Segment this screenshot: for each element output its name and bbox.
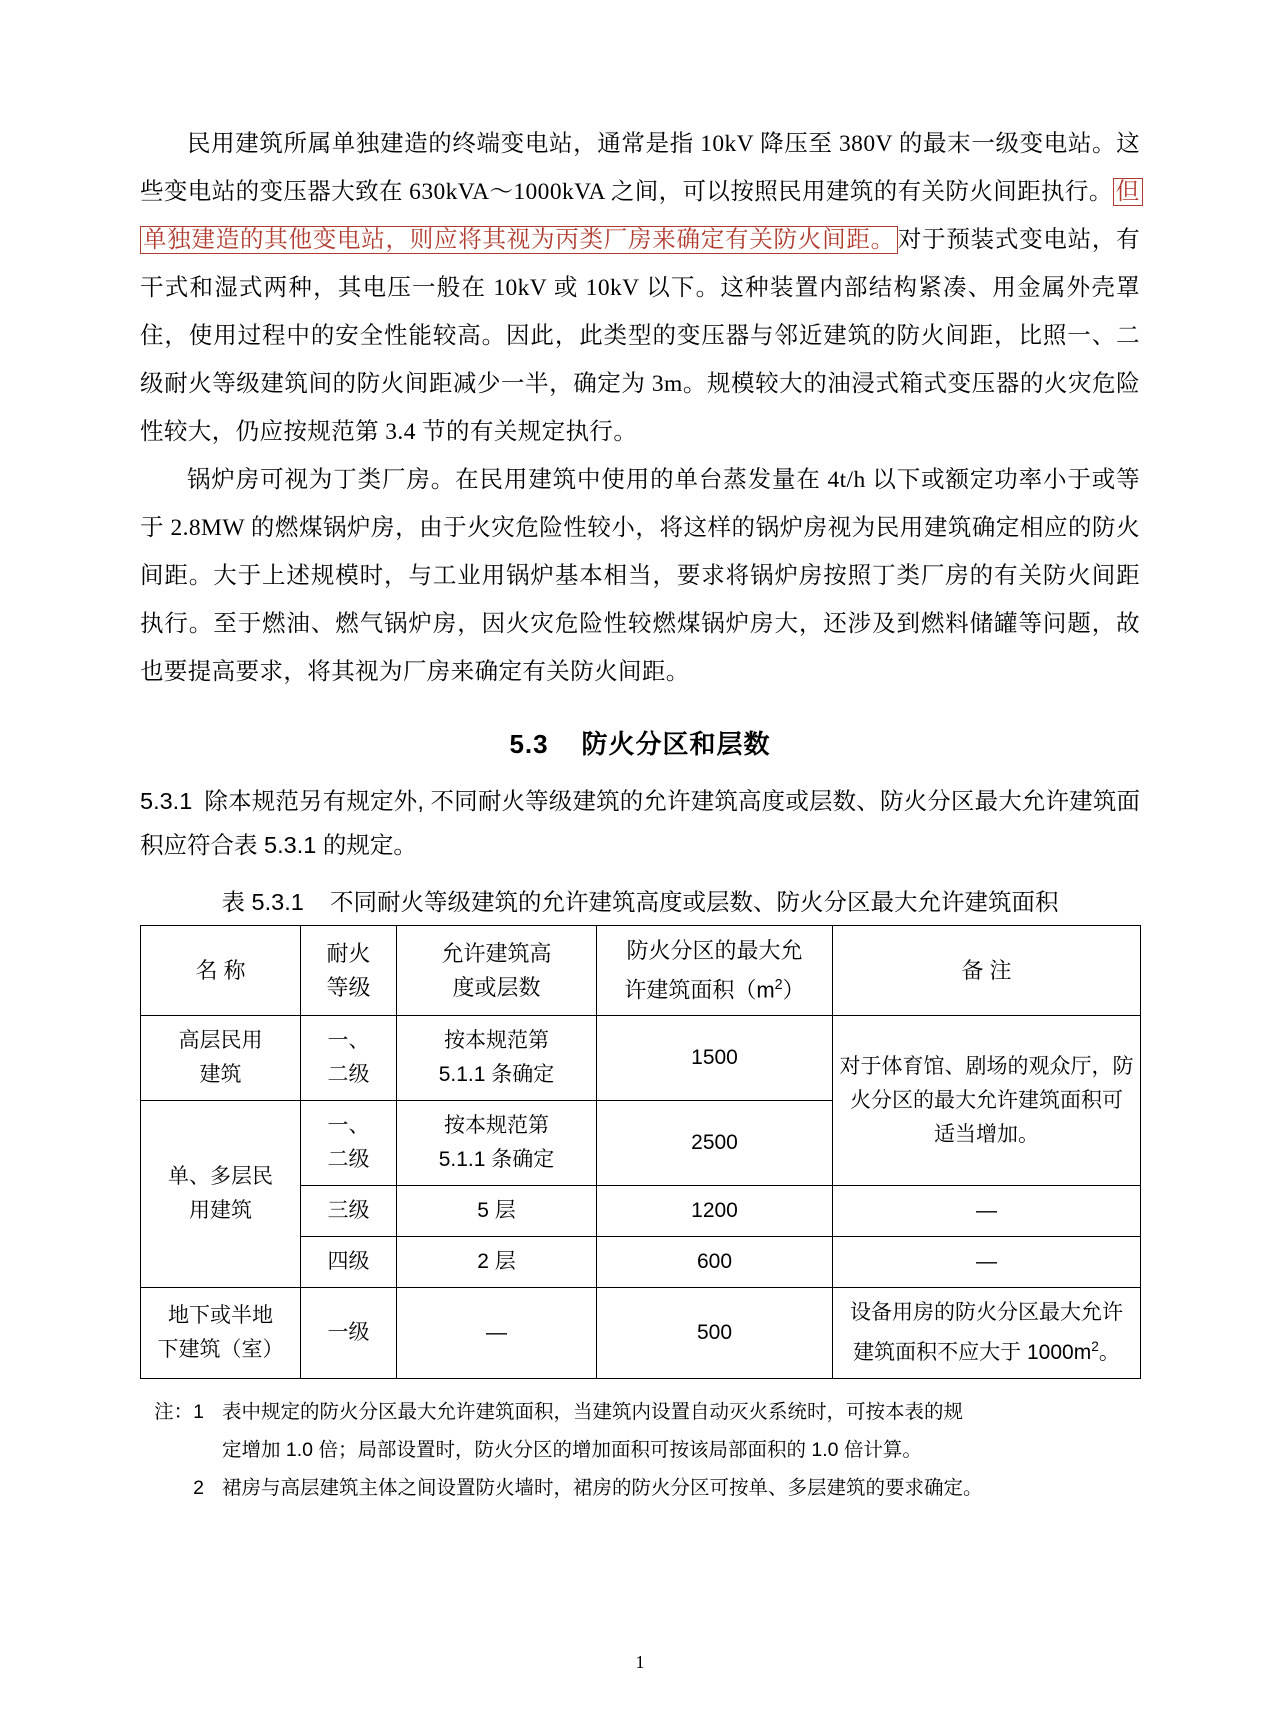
table-header-row [141,926,1141,1016]
cell-remark: — [833,1237,1141,1288]
cell-remark-line2-text: 建筑面积不应大于 1000m [853,1341,1092,1365]
header-area-line2 [603,968,826,1007]
page-content [140,120,1140,1507]
table-caption-label: 表 5.3.1 [221,889,304,915]
paragraph-text-part-2: 对于预装式变电站，有干式和湿式两种，其电压一般在 10kV 或 10kV 以下。这种装置内部结构紧凑、用金属外壳罩住，使用过程中的安全性能较高。因此，此类型的变压器与邻近建筑的防火间距，比照一、二级耐火等级建筑间的防火间距减少一半，确定为 3m。规模较大的油浸式箱式变压器的火灾危险性较大，仍应按规范第 3.4 节的有关规定执行。 [140,227,1140,445]
paragraph-transformer-substation [140,120,1140,456]
cell-height: — [397,1288,597,1379]
table-row [141,1288,1141,1379]
cell-height [397,1101,597,1186]
header-name: 名 称 [141,926,301,1016]
cell-grade-line1: 一、 [327,1029,370,1053]
cell-grade [301,1101,397,1186]
header-fire-grade-line2: 等级 [326,974,371,1000]
cell-grade: 四级 [301,1237,397,1288]
clause-text: 除本规范另有规定外, 不同耐火等级建筑的允许建筑高度或层数、防火分区最大允许建筑面积应符合表 5.3.1 的规定。 [140,788,1140,858]
cell-grade: 一级 [301,1288,397,1379]
footnote-text [222,1469,1140,1507]
cell-height: 2 层 [397,1237,597,1288]
cell-remark-line2: 火分区的最大允许建筑面积可 [850,1088,1123,1112]
cell-remark-line1: 设备用房的防火分区最大允许 [850,1301,1123,1325]
cell-remark-line3: 适当增加。 [934,1122,1039,1146]
footnote-line1: 表中规定的防火分区最大允许建筑面积，当建筑内设置自动灭火系统时，可按本表的规 [222,1401,964,1424]
cell-remark-line2 [839,1330,1134,1370]
cell-area: 600 [597,1237,833,1288]
cell-remark-superscript: 2 [1091,1339,1099,1355]
cell-name-line2: 建筑 [199,1063,242,1087]
header-remark: 备 注 [833,926,1141,1016]
cell-remark-spectator-hall [833,1016,1141,1186]
table-footnotes [140,1393,1140,1507]
cell-area: 2500 [597,1101,833,1186]
paragraph-text: 锅炉房可视为丁类厂房。在民用建筑中使用的单台蒸发量在 4t/h 以下或额定功率小于或等于 2.8MW 的燃煤锅炉房，由于火灾危险性较小，将这样的锅炉房视为民用建筑确定相应的防火间距。大于上述规模时，与工业用锅炉基本相当，要求将锅炉房按照丁类厂房的有关防火间距执行。至于燃油、燃气锅炉房，因火灾危险性较燃煤锅炉房大，还涉及到燃料储罐等问题，故也要提高要求，将其视为厂房来确定有关防火间距。 [140,467,1140,685]
cell-grade: 三级 [301,1186,397,1237]
cell-grade-line1: 一、 [327,1114,370,1138]
cell-grade-line2: 二级 [327,1148,370,1172]
clause-5-3-1 [140,779,1140,867]
header-max-area [597,926,833,1016]
cell-height-line1: 按本规范第 [444,1029,549,1053]
header-fire-grade-line1: 耐火 [326,940,371,966]
page-number: 1 [635,1652,645,1672]
header-height-or-storeys [397,926,597,1016]
table-caption [140,883,1140,917]
header-area-superscript: 2 [774,977,783,993]
header-area-line2-text: 许建筑面积（m [624,977,775,1003]
cell-remark-line1: 对于体育馆、剧场的观众厅，防 [839,1054,1134,1078]
cell-height: 5 层 [397,1186,597,1237]
clause-number: 5.3.1 [140,788,193,814]
header-height-line2: 度或层数 [452,974,541,1000]
cell-name-line1: 高层民用 [178,1029,263,1053]
footnote-label [140,1393,222,1431]
fire-compartment-table [140,925,1141,1379]
cell-area: 500 [597,1288,833,1379]
cell-height [397,1016,597,1101]
cell-remark-equipment-room [833,1288,1141,1379]
cell-height-line2: 5.1.1 条确定 [438,1148,555,1172]
footnote-number: 1 [193,1401,204,1424]
cell-grade [301,1016,397,1101]
header-area-line2-end: ） [782,977,805,1003]
paragraph-text-part-1: 民用建筑所属单独建造的终端变电站，通常是指 10kV 降压至 380V 的最末一级变电站。这些变电站的变压器大致在 630kVA～1000kVA 之间，可以按照民用建筑的有关防火间距执行。 [140,131,1140,205]
cell-name-line2: 下建筑（室） [157,1338,284,1362]
footnote-label-text: 注： [154,1401,194,1424]
paragraph-boiler-room [140,456,1140,696]
section-heading [140,724,1140,761]
cell-name-line2: 用建筑 [189,1199,252,1223]
footnote-item [140,1393,1140,1469]
cell-remark-line2-end: 。 [1098,1341,1120,1365]
cell-height-line2: 5.1.1 条确定 [438,1063,555,1087]
section-title-text: 防火分区和层数 [581,729,771,759]
cell-name-lowrise [141,1101,301,1288]
footnote-number: 2 [193,1477,204,1500]
cell-area: 1500 [597,1016,833,1101]
section-number: 5.3 [509,729,549,759]
cell-name-highrise [141,1016,301,1101]
header-height-line1: 允许建筑高 [441,940,552,966]
footnote-text [222,1393,1140,1469]
highlighted-text: 但单独建造的其他变电站，则应将其视为丙类厂房来确定有关防火间距。 [140,178,1143,254]
cell-name-line1: 单、多层民 [168,1165,273,1189]
cell-height-line1: 按本规范第 [444,1114,549,1138]
footnote-item [140,1469,1140,1507]
cell-area: 1200 [597,1186,833,1237]
footnote-line1: 裙房与高层建筑主体之间设置防火墙时，裙房的防火分区可按单、多层建筑的要求确定。 [222,1477,983,1500]
cell-name-line1: 地下或半地 [168,1304,273,1328]
cell-name-basement [141,1288,301,1379]
table-row [141,1016,1141,1101]
footnote-line2: 定增加 1.0 倍；局部设置时，防火分区的增加面积可按该局部面积的 1.0 倍计算。 [222,1439,922,1462]
cell-grade-line2: 二级 [327,1063,370,1087]
header-area-line1: 防火分区的最大允 [626,938,803,963]
header-fire-grade [301,926,397,1016]
table-caption-title: 不同耐火等级建筑的允许建筑高度或层数、防火分区最大允许建筑面积 [329,889,1059,915]
cell-remark: — [833,1186,1141,1237]
